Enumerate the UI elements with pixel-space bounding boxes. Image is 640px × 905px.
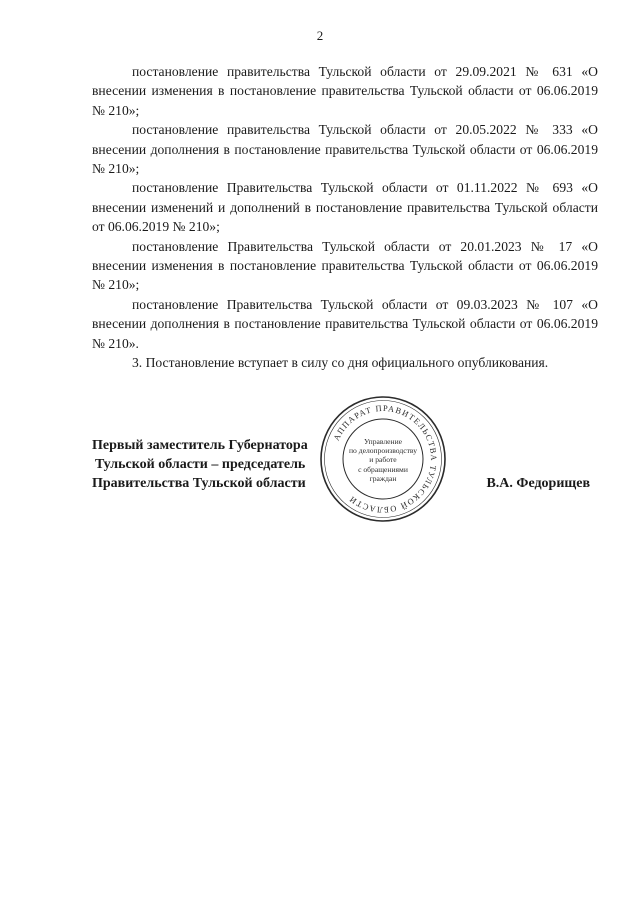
seal-line: с обращениями <box>358 464 408 474</box>
seal-ring-text: АППАРАТ ПРАВИТЕЛЬСТВА ТУЛЬСКОЙ ОБЛАСТИ <box>331 403 439 515</box>
paragraph: постановление Правительства Тульской области от 20.01.2023 № 17 «О внесении изменения в постановление правительства Тульской области от 06.06.2019 № 210»; <box>92 238 598 293</box>
seal-line: и работе <box>369 455 397 465</box>
seal-line: по делопроизводству <box>348 446 418 456</box>
official-seal <box>318 394 448 524</box>
signatory-name: В.А. Федорищев <box>486 476 590 491</box>
position-line: Тульской области – председатель <box>95 457 306 472</box>
page-number: 2 <box>316 28 324 43</box>
paragraph-effective-date: 3. Постановление вступает в силу со дня официального опубликования. <box>132 355 549 371</box>
signatory-position <box>92 436 308 493</box>
paragraph: постановление правительства Тульской области от 29.09.2021 № 631 «О внесении изменения в постановление правительства Тульской области от 06.06.2019 № 210»; <box>92 64 598 118</box>
document-body <box>92 62 598 373</box>
paragraph: постановление Правительства Тульской области от 09.03.2023 № 107 «О внесении дополнения в постановление правительства Тульской области от 06.06.2019 № 210». <box>92 296 598 351</box>
position-line: Первый заместитель Губернатора <box>92 438 308 453</box>
paragraph: постановление правительства Тульской области от 20.05.2022 № 333 «О внесении дополнения в постановление правительства Тульской области от 06.06.2019 № 210»; <box>92 122 598 177</box>
seal-center-text <box>342 437 424 483</box>
position-line: Правительства Тульской области <box>92 476 306 491</box>
seal-line: Управление <box>363 437 403 446</box>
paragraph: постановление Правительства Тульской области от 01.11.2022 № 693 «О внесении изменений и дополнений в постановление правительства Тульской области от 06.06.2019 № 210»; <box>92 180 598 235</box>
seal-line: граждан <box>369 473 397 483</box>
